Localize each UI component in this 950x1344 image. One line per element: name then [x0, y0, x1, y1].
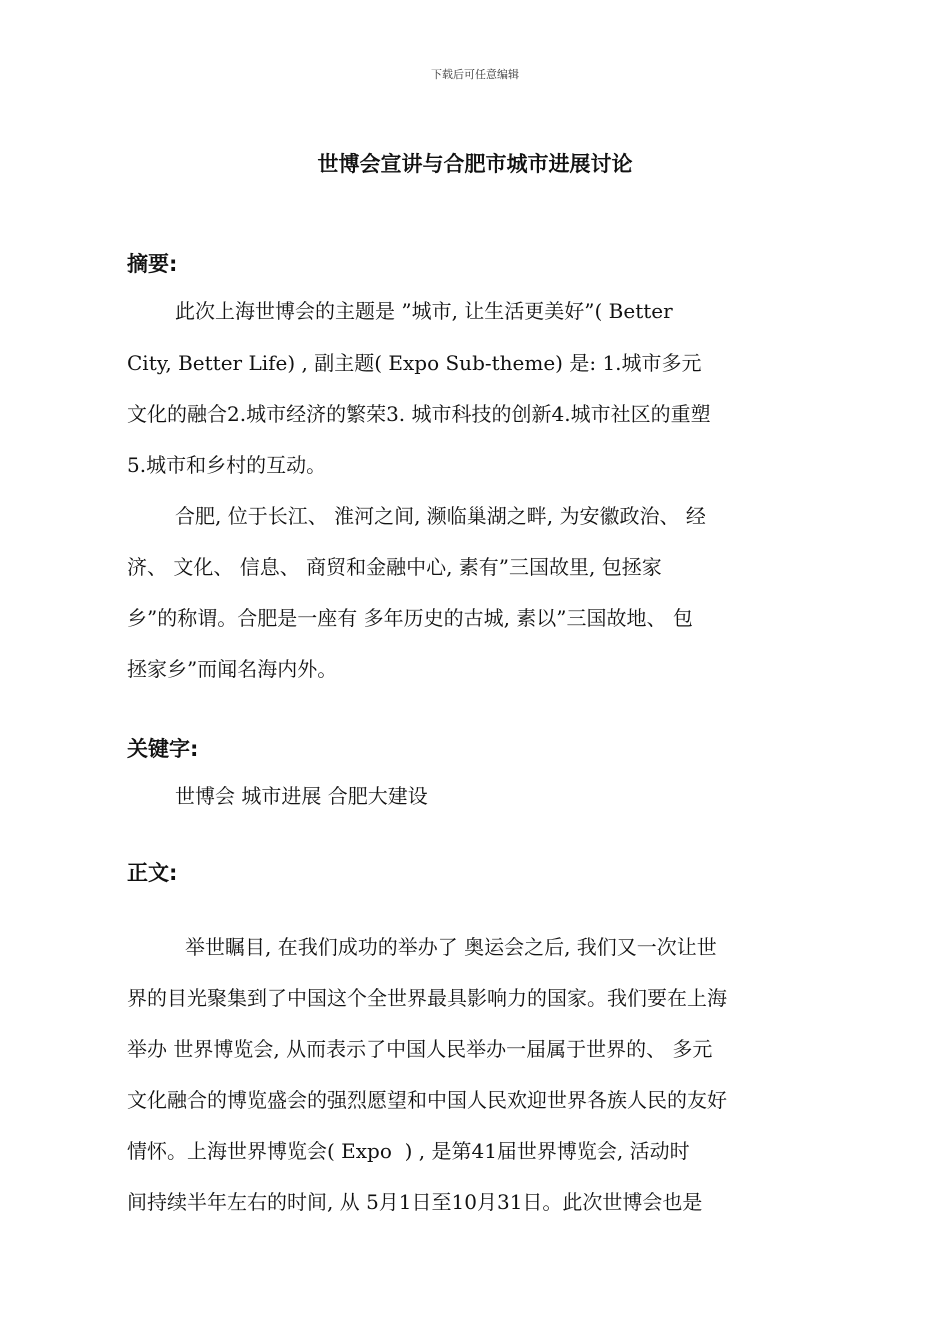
body-line: 间持续半年左右的时间, 从 5月1日至10月31日。此次世博会也是: [127, 1190, 703, 1214]
header-note: 下载后可任意编辑: [431, 68, 519, 81]
keywords-text: 世博会 城市进展 合肥大建设: [175, 784, 428, 808]
abstract-line: 文化的融合2.城市经济的繁荣3. 城市科技的创新4.城市社区的重塑: [127, 402, 711, 426]
abstract-line: City, Better Life) , 副主题( Expo Sub-theme) 是: 1.城市多元: [127, 351, 702, 375]
abstract-line: 济、 文化、 信息、 商贸和金融中心, 素有”三国故里, 包拯家: [127, 555, 662, 579]
body-line: 举世瞩目, 在我们成功的举办了 奥运会之后, 我们又一次让世: [185, 935, 717, 959]
abstract-line: 5.城市和乡村的互动。: [127, 453, 327, 477]
abstract-line: 合肥, 位于长江、 淮河之间, 濒临巢湖之畔, 为安徽政治、 经: [175, 504, 706, 528]
abstract-line: 此次上海世博会的主题是 ”城市, 让生活更美好”( Better: [175, 299, 673, 323]
body-line: 界的目光聚集到了中国这个全世界最具影响力的国家。我们要在上海: [127, 986, 727, 1010]
abstract-heading: 摘要:: [127, 252, 178, 276]
body-line: 情怀。上海世界博览会( Expo ) , 是第41届世界博览会, 活动时: [127, 1139, 690, 1163]
abstract-line: 拯家乡”而闻名海内外。: [127, 657, 338, 681]
body-line: 文化融合的博览盛会的强烈愿望和中国人民欢迎世界各族人民的友好: [127, 1088, 727, 1112]
body-heading: 正文:: [127, 861, 178, 885]
abstract-line: 乡”的称谓。合肥是一座有 多年历史的古城, 素以”三国故地、 包: [127, 606, 693, 630]
document-title: 世博会宣讲与合肥市城市进展讨论: [317, 152, 633, 176]
body-line: 举办 世界博览会, 从而表示了中国人民举办一届属于世界的、 多元: [127, 1037, 713, 1061]
keywords-heading: 关键字:: [127, 737, 199, 761]
